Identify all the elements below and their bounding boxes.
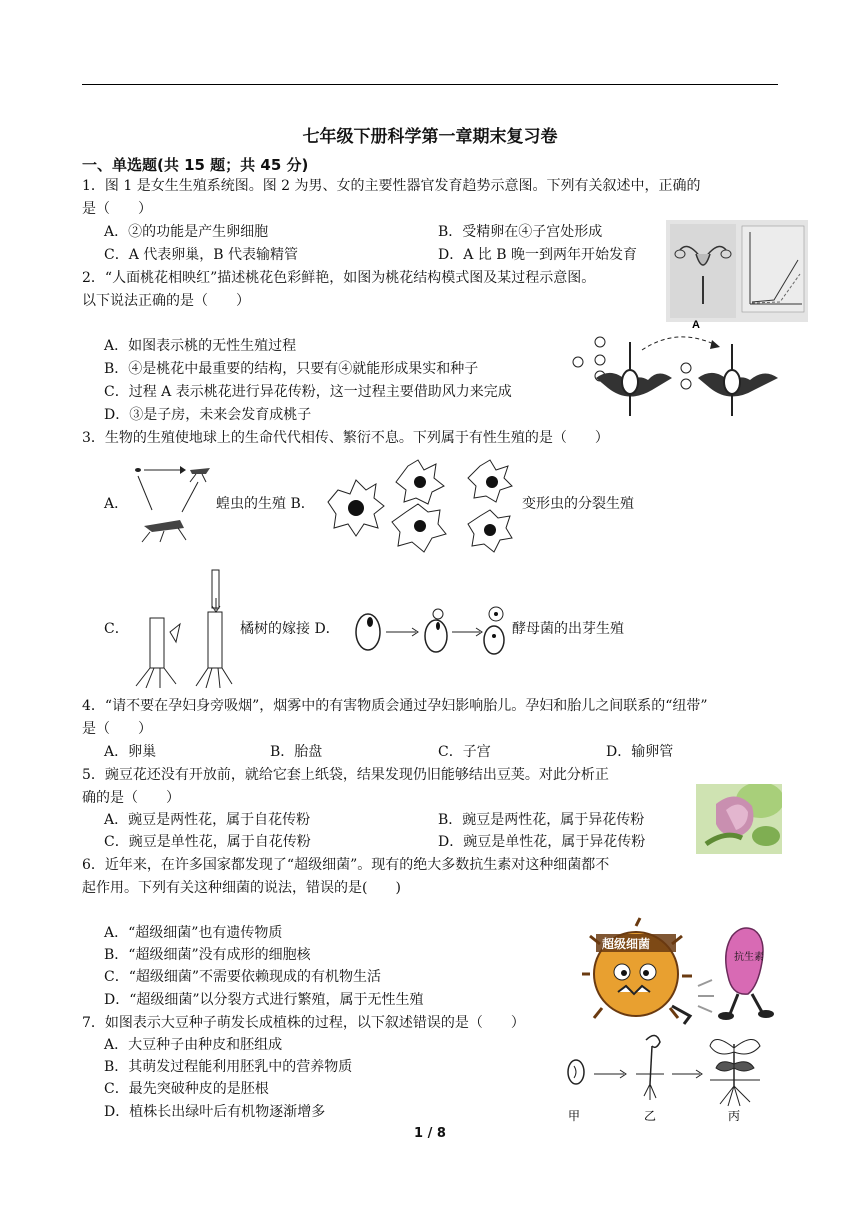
q4-option-c[interactable]: C．子宫 bbox=[438, 744, 491, 760]
q6-superbug-cartoon bbox=[582, 916, 782, 1028]
q6-fig-text-antibiotic: 抗生素 bbox=[734, 952, 764, 963]
q2-option-c[interactable]: C．过程 A 表示桃花进行异花传粉，这一过程主要借助风力来完成 bbox=[104, 384, 512, 400]
q2-stem-cont: 以下说法正确的是（ ） bbox=[82, 293, 250, 309]
q1-stem: 1．图 1 是女生生殖系统图。图 2 为男、女的主要性器官发育趋势示意图。下列有关叙述中，正确的 bbox=[82, 178, 701, 194]
q3-option-a[interactable]: A． bbox=[104, 496, 129, 512]
q5-option-a[interactable]: A．豌豆是两性花，属于自花传粉 bbox=[104, 812, 311, 828]
q5-pea-flower-photo bbox=[696, 784, 782, 854]
q3-option-a-text[interactable]: 蝗虫的生殖 B． bbox=[216, 496, 315, 512]
q2-option-b[interactable]: B．④是桃花中最重要的结构，只要有④就能形成果实和种子 bbox=[104, 361, 479, 377]
q7-fig-label-bing: 丙 bbox=[728, 1109, 741, 1123]
q2-stem: 2．“人面桃花相映红”描述桃花色彩鲜艳，如图为桃花结构模式图及某过程示意图。 bbox=[82, 270, 596, 286]
q4-option-a[interactable]: A．卵巢 bbox=[104, 744, 157, 760]
q1-option-a[interactable]: A．②的功能是产生卵细胞 bbox=[104, 224, 269, 240]
q3-option-b-text[interactable]: 变形虫的分裂生殖 bbox=[522, 496, 634, 512]
q3-amoeba-figure bbox=[320, 454, 520, 558]
q6-stem: 6．近年来，在许多国家都发现了“超级细菌”。现有的绝大多数抗生素对这种细菌都不 bbox=[82, 857, 610, 873]
q5-option-b[interactable]: B．豌豆是两性花，属于异花传粉 bbox=[438, 812, 645, 828]
q7-option-a[interactable]: A．大豆种子由种皮和胚组成 bbox=[104, 1037, 283, 1053]
header-rule bbox=[82, 84, 778, 85]
q3-grafting-figure bbox=[126, 562, 238, 690]
q5-option-c[interactable]: C．豌豆是单性花，属于自花传粉 bbox=[104, 834, 311, 850]
q4-stem: 4．“请不要在孕妇身旁吸烟”，烟雾中的有害物质会通过孕妇影响胎儿。孕妇和胎儿之间联系的“纽带” bbox=[82, 698, 708, 714]
q1-option-b[interactable]: B．受精卵在④子宫处形成 bbox=[438, 224, 603, 240]
q7-soybean-germination-figure bbox=[560, 1024, 782, 1124]
q7-option-b[interactable]: B．其萌发过程能利用胚乳中的营养物质 bbox=[104, 1059, 353, 1075]
q6-fig-text-superbug: 超级细菌 bbox=[602, 937, 651, 951]
q2-peach-flower-figure bbox=[568, 316, 784, 420]
q4-stem-cont: 是（ ） bbox=[82, 721, 152, 737]
q7-option-d[interactable]: D．植株长出绿叶后有机物逐渐增多 bbox=[104, 1104, 326, 1120]
q5-stem: 5．豌豆花还没有开放前，就给它套上纸袋，结果发现仍旧能够结出豆荚。对此分析正 bbox=[82, 767, 609, 783]
q6-option-d[interactable]: D．“超级细菌”以分裂方式进行繁殖，属于无性生殖 bbox=[104, 992, 424, 1008]
q2-option-a[interactable]: A．如图表示桃的无性生殖过程 bbox=[104, 338, 297, 354]
q3-yeast-figure bbox=[348, 600, 508, 664]
q3-option-c-text[interactable]: 橘树的嫁接 D． bbox=[240, 621, 340, 637]
q6-option-c[interactable]: C．“超级细菌”不需要依赖现成的有机物生活 bbox=[104, 969, 382, 985]
section-heading: 一、单选题(共 15 题；共 45 分) bbox=[82, 156, 309, 174]
q3-option-c[interactable]: C． bbox=[104, 621, 129, 637]
q3-locust-figure bbox=[130, 460, 214, 544]
q1-option-d[interactable]: D．A 比 B 晚一到两年开始发育 bbox=[438, 247, 637, 263]
page-number: 1 / 8 bbox=[414, 1126, 446, 1141]
q2-fig-label: A bbox=[692, 319, 700, 331]
q1-reproductive-figure bbox=[666, 220, 808, 322]
q7-fig-label-yi: 乙 bbox=[644, 1109, 657, 1123]
q3-option-d-text[interactable]: 酵母菌的出芽生殖 bbox=[512, 621, 624, 637]
q1-stem-cont: 是（ ） bbox=[82, 201, 152, 217]
q2-option-d[interactable]: D．③是子房，未来会发育成桃子 bbox=[104, 407, 312, 423]
q4-option-d[interactable]: D．输卵管 bbox=[606, 744, 674, 760]
q5-option-d[interactable]: D．豌豆是单性花，属于异花传粉 bbox=[438, 834, 646, 850]
q5-stem-cont: 确的是（ ） bbox=[82, 790, 180, 806]
q6-stem-cont: 起作用。下列有关这种细菌的说法，错误的是( ) bbox=[82, 880, 401, 896]
q6-option-b[interactable]: B．“超级细菌”没有成形的细胞核 bbox=[104, 947, 311, 963]
q6-option-a[interactable]: A．“超级细菌”也有遗传物质 bbox=[104, 925, 283, 941]
q1-option-c[interactable]: C．A 代表卵巢，B 代表输精管 bbox=[104, 247, 299, 263]
q4-option-b[interactable]: B．胎盘 bbox=[270, 744, 323, 760]
q7-fig-label-jia: 甲 bbox=[568, 1109, 581, 1123]
q7-stem: 7．如图表示大豆种子萌发长成植株的过程，以下叙述错误的是（ ） bbox=[82, 1015, 525, 1031]
q7-option-c[interactable]: C．最先突破种皮的是胚根 bbox=[104, 1081, 269, 1097]
page-title: 七年级下册科学第一章期末复习卷 bbox=[302, 127, 558, 147]
q3-stem: 3．生物的生殖使地球上的生命代代相传、繁衍不息。下列属于有性生殖的是（ ） bbox=[82, 430, 609, 446]
